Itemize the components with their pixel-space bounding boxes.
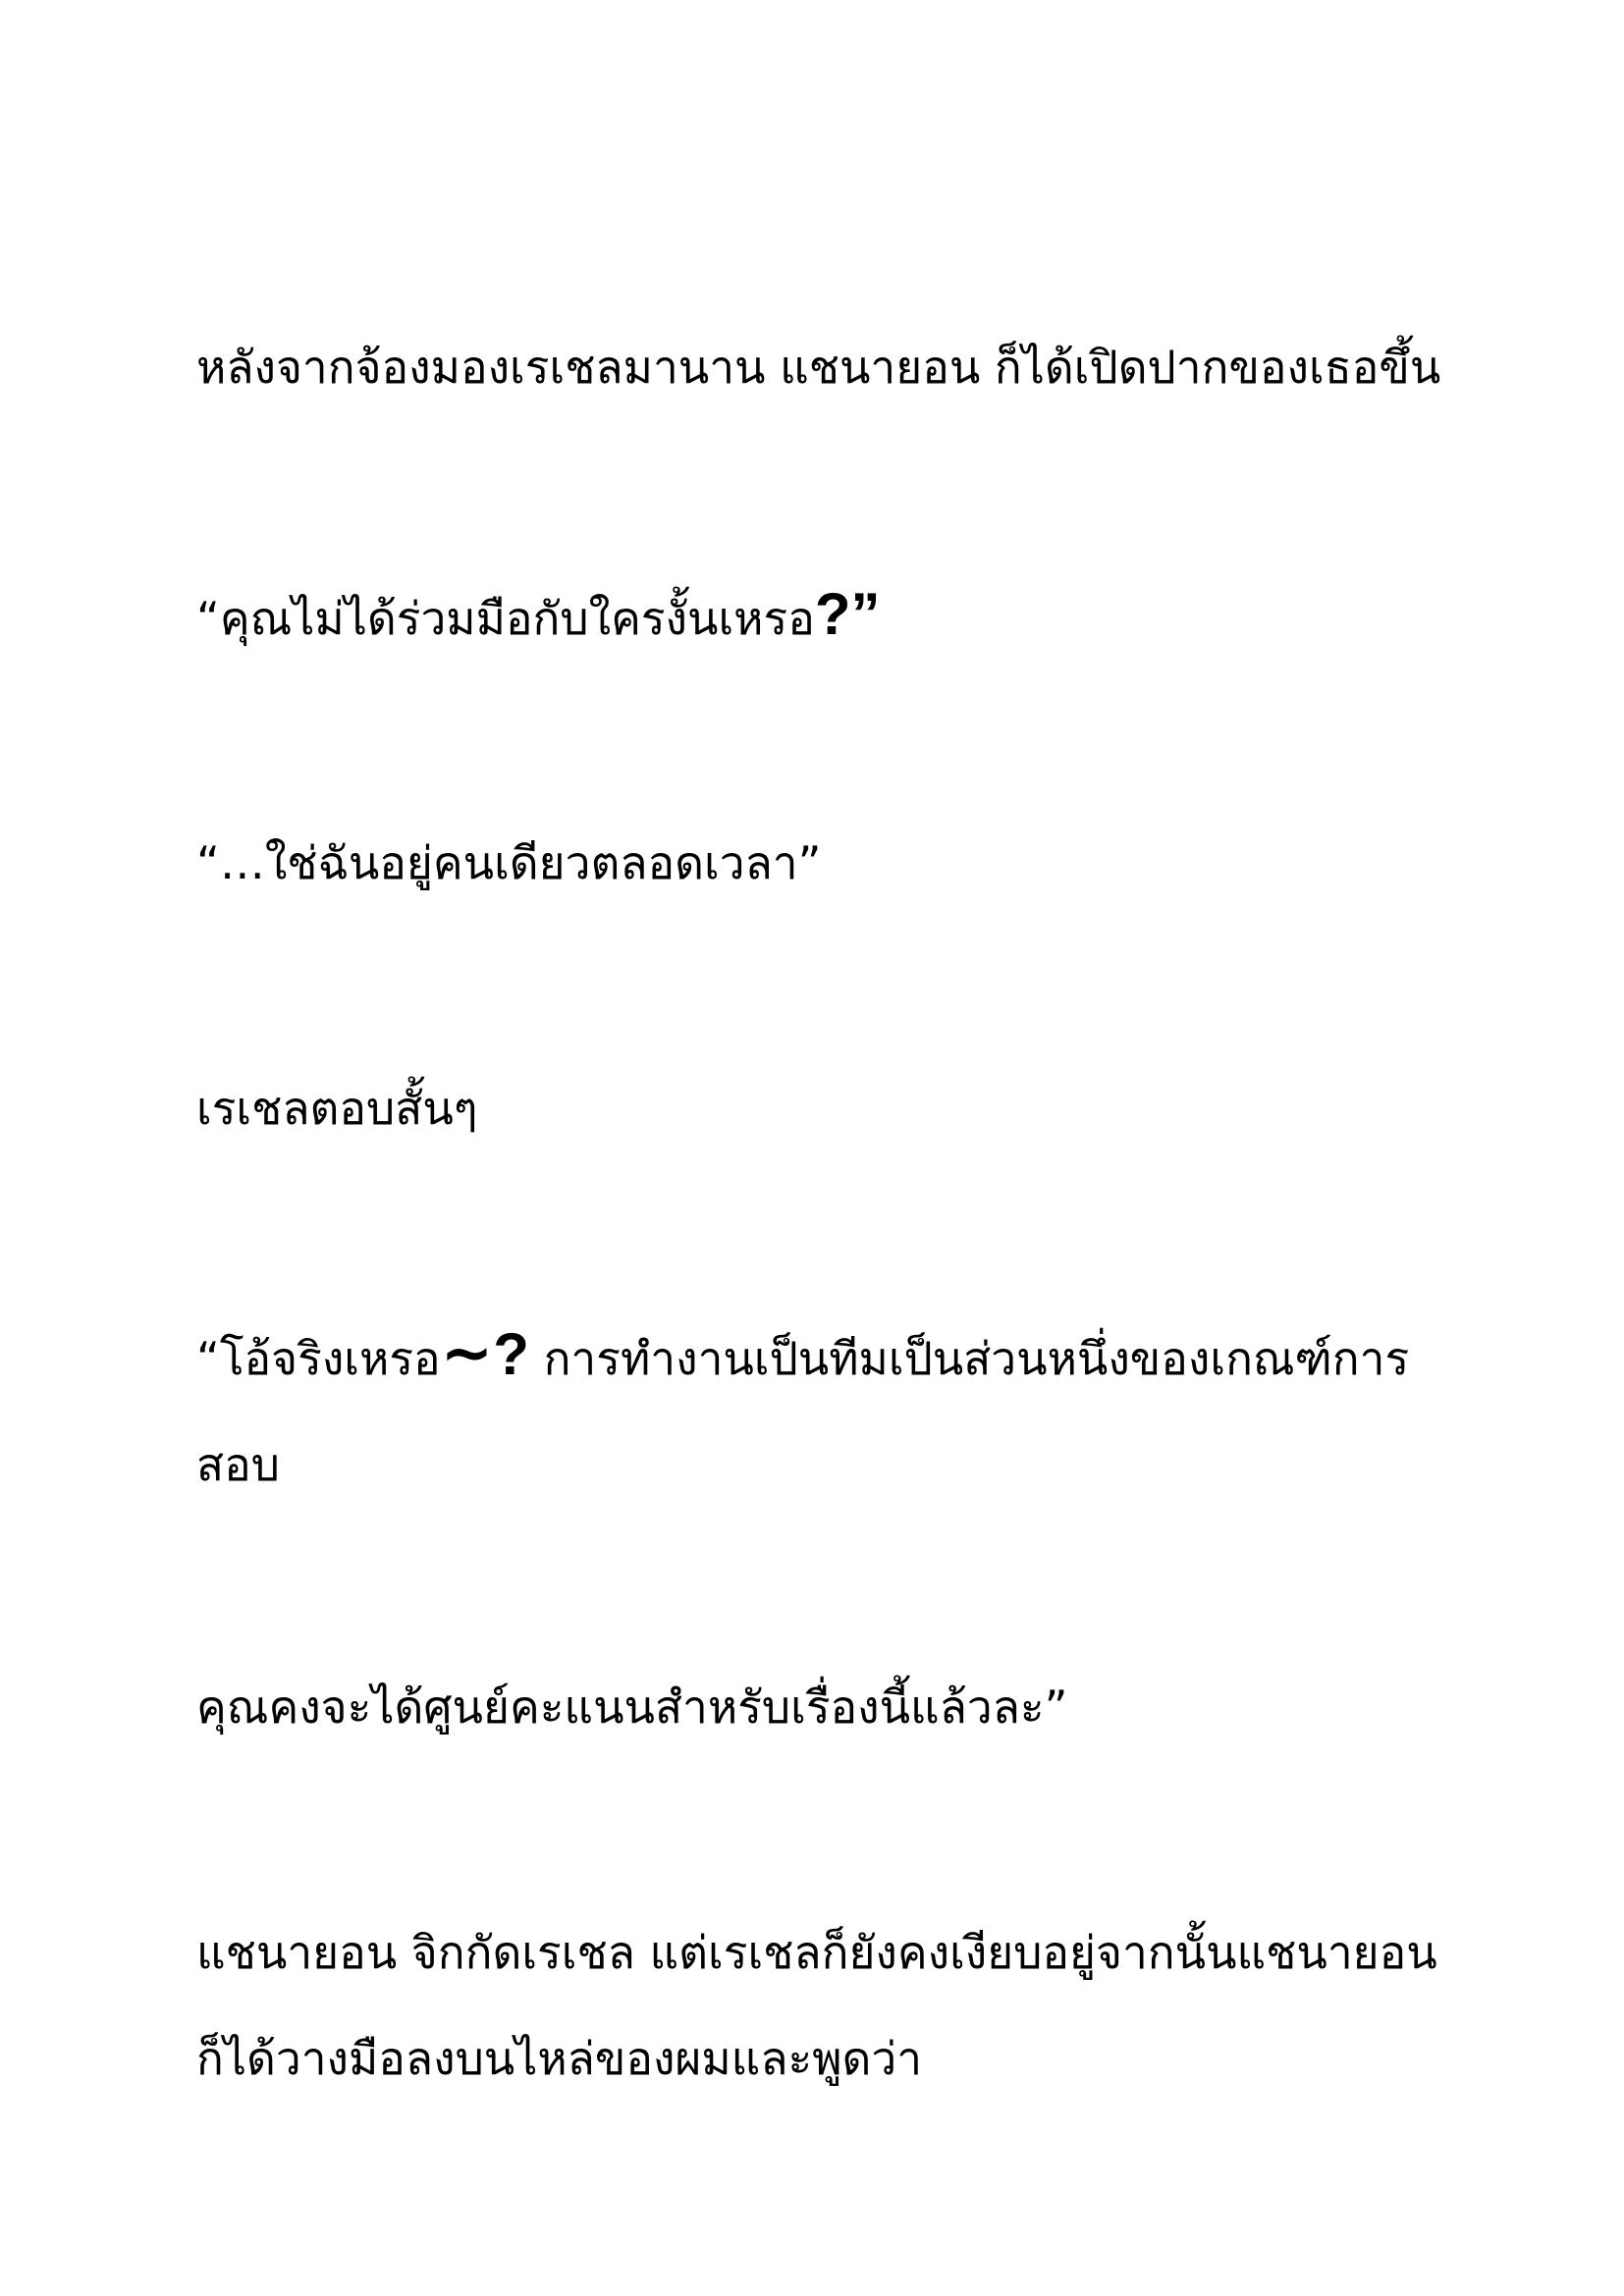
- paragraph-text: แชนายอน จิกกัดเรเชล แต่เรเชลก็ยังคงเงียบอยู่จากนั้นแชนายอน: [196, 1926, 1437, 1979]
- question-mark: ?: [493, 1321, 529, 1387]
- paragraph-dialogue-3: [196, 1301, 1473, 1518]
- paragraph-narration-3: [196, 1899, 1473, 2111]
- paragraph-text-continued: การทำงานเป็นทีมเป็นส่วนหนึ่งของเกณฑ์การ: [528, 1332, 1410, 1385]
- paragraph-text: “คุณไม่ได้ร่วมมือกับใครงั้นเหรอ: [196, 592, 815, 645]
- question-quote-mark: ?”: [814, 581, 881, 647]
- paragraph-narration-2: [196, 1055, 1473, 1161]
- paragraph-dialogue-2: [196, 810, 1473, 916]
- paragraph-narration-1: [196, 314, 1473, 420]
- tilde-mark: ~: [440, 1317, 494, 1390]
- paragraph-text: “…ใช่ฉันอยู่คนเดียวตลอดเวลา”: [196, 836, 822, 889]
- paragraph-text: หลังจากจ้องมองเรเชลมานาน แชนายอน ก็ได้เปิดปากของเธอขึ้น: [196, 341, 1441, 394]
- paragraph-text: คุณคงจะได้ศูนย์คะแนนสำหรับเรื่องนี้แล้วละ”: [196, 1681, 1068, 1734]
- paragraph-text: “โอ้จริงเหรอ: [196, 1332, 441, 1385]
- paragraph-text-wrap: ก็ได้วางมือลงบนไหล่ของผมและพูดว่า: [196, 2032, 923, 2085]
- paragraph-text: เรเชลตอบสั้นๆ: [196, 1082, 478, 1135]
- paragraph-dialogue-1: [196, 561, 1473, 671]
- paragraph-dialogue-4: [196, 1654, 1473, 1760]
- paragraph-text-wrap: สอบ: [196, 1438, 280, 1491]
